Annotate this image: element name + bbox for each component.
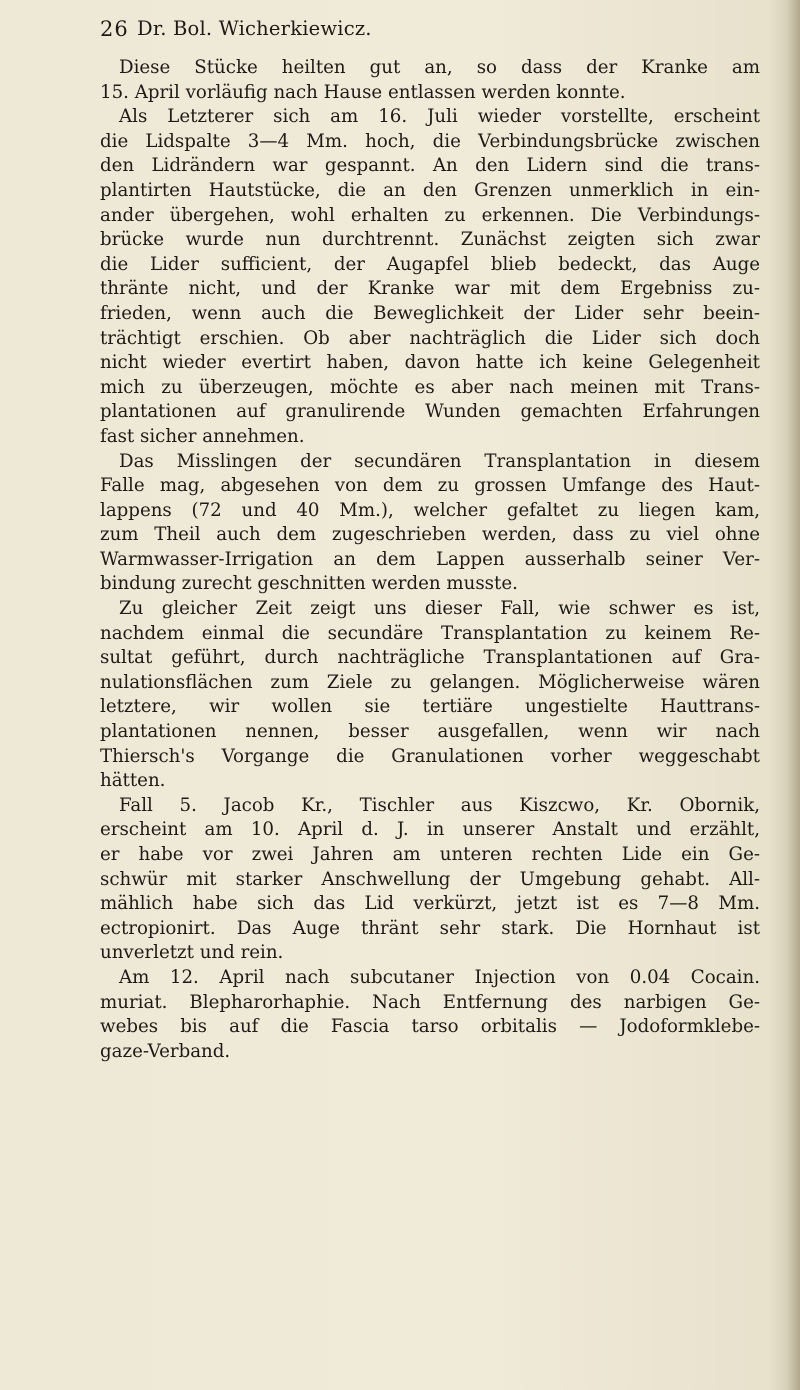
text-line: bindung zurecht geschnitten werden musste. bbox=[100, 573, 518, 595]
text-line: Falle mag, abgesehen von dem zu grossen Umfange des Haut- bbox=[100, 475, 760, 497]
text-line: webes bis auf die Fascia tarso orbitalis — Jodoformklebe- bbox=[100, 1016, 760, 1038]
text-line: ectropionirt. Das Auge thränt sehr stark. Die Hornhaut ist bbox=[100, 917, 760, 939]
text-line: nicht wieder evertirt haben, davon hatte ich keine Gelegenheit bbox=[100, 352, 760, 374]
body-text bbox=[100, 56, 760, 1064]
text-line: zum Theil auch dem zugeschrieben werden, dass zu viel ohne bbox=[100, 524, 760, 546]
text-line: die Lidspalte 3—4 Mm. hoch, die Verbindungsbrücke zwischen bbox=[100, 130, 760, 152]
text-line: plantationen auf granulirende Wunden gemachten Erfahrungen bbox=[100, 401, 760, 423]
text-line: erscheint am 10. April d. J. in unserer Anstalt und erzählt, bbox=[100, 819, 760, 841]
text-line: Thiersch's Vorgange die Granulationen vorher weggeschabt bbox=[100, 745, 760, 767]
page-header bbox=[100, 14, 760, 44]
text-line: 15. April vorläufig nach Hause entlassen werden konnte. bbox=[100, 81, 626, 103]
text-line: Diese Stücke heilten gut an, so dass der Kranke am bbox=[119, 57, 760, 78]
text-line: hätten. bbox=[100, 770, 166, 792]
text-line: ander übergehen, wohl erhalten zu erkennen. Die Verbindungs- bbox=[100, 204, 760, 226]
text-line: unverletzt und rein. bbox=[100, 942, 284, 964]
text-line: Am 12. April nach subcutaner Injection von 0.04 Cocain. bbox=[119, 966, 760, 988]
text-line: nulationsflächen zum Ziele zu gelangen. Möglicherweise wären bbox=[100, 671, 760, 693]
text-line: sultat geführt, durch nachträgliche Transplantationen auf Gra- bbox=[100, 647, 760, 669]
text-line: mich zu überzeugen, möchte es aber nach meinen mit Trans- bbox=[100, 376, 760, 398]
text-line: Das Misslingen der secundären Transplantation in diesem bbox=[119, 450, 760, 472]
text-line: brücke wurde nun durchtrennt. Zunächst zeigten sich zwar bbox=[100, 229, 760, 251]
text-line: Warmwasser-Irrigation an dem Lappen ausserhalb seiner Ver- bbox=[100, 548, 760, 570]
text-line: trächtigt erschien. Ob aber nachträglich die Lider sich doch bbox=[100, 327, 760, 349]
page-edge-shadow bbox=[786, 0, 800, 1390]
text-line: mählich habe sich das Lid verkürzt, jetzt ist es 7—8 Mm. bbox=[100, 893, 760, 915]
text-line: Zu gleicher Zeit zeigt uns dieser Fall, wie schwer es ist, bbox=[119, 598, 760, 620]
text-line: Fall 5. Jacob Kr., Tischler aus Kiszcwo, Kr. Obornik, bbox=[119, 794, 760, 816]
text-line: nachdem einmal die secundäre Transplantation zu keinem Re- bbox=[100, 622, 760, 644]
text-line: plantirten Hautstücke, die an den Grenzen unmerklich in ein- bbox=[100, 179, 760, 201]
text-line: plantationen nennen, besser ausgefallen, wenn wir nach bbox=[100, 721, 760, 743]
text-line: die Lider sufficient, der Augapfel blieb bedeckt, das Auge bbox=[100, 253, 760, 275]
text-line: Als Letzterer sich am 16. Juli wieder vorstellte, erscheint bbox=[119, 106, 760, 128]
text-line: schwür mit starker Anschwellung der Umgebung gehabt. All- bbox=[100, 868, 760, 890]
text-line: muriat. Blepharorhaphie. Nach Entfernung des narbigen Ge- bbox=[100, 991, 760, 1013]
running-head: Dr. Bol. Wicherkiewicz. bbox=[137, 17, 372, 40]
text-line: frieden, wenn auch die Beweglichkeit der Lider sehr beein- bbox=[100, 302, 760, 324]
text-line: lappens (72 und 40 Mm.), welcher gefaltet zu liegen kam, bbox=[100, 499, 760, 521]
text-line: er habe vor zwei Jahren am unteren rechten Lide ein Ge- bbox=[100, 844, 760, 865]
text-line: den Lidrändern war gespannt. An den Lidern sind die trans- bbox=[100, 155, 760, 177]
text-line: letztere, wir wollen sie tertiäre ungestielte Hauttrans- bbox=[100, 696, 760, 718]
text-line: thränte nicht, und der Kranke war mit dem Ergebniss zu- bbox=[100, 278, 760, 300]
text-line: fast sicher annehmen. bbox=[100, 425, 305, 447]
text-line: gaze-Verband. bbox=[100, 1040, 231, 1062]
page-number: 26 bbox=[100, 17, 129, 41]
